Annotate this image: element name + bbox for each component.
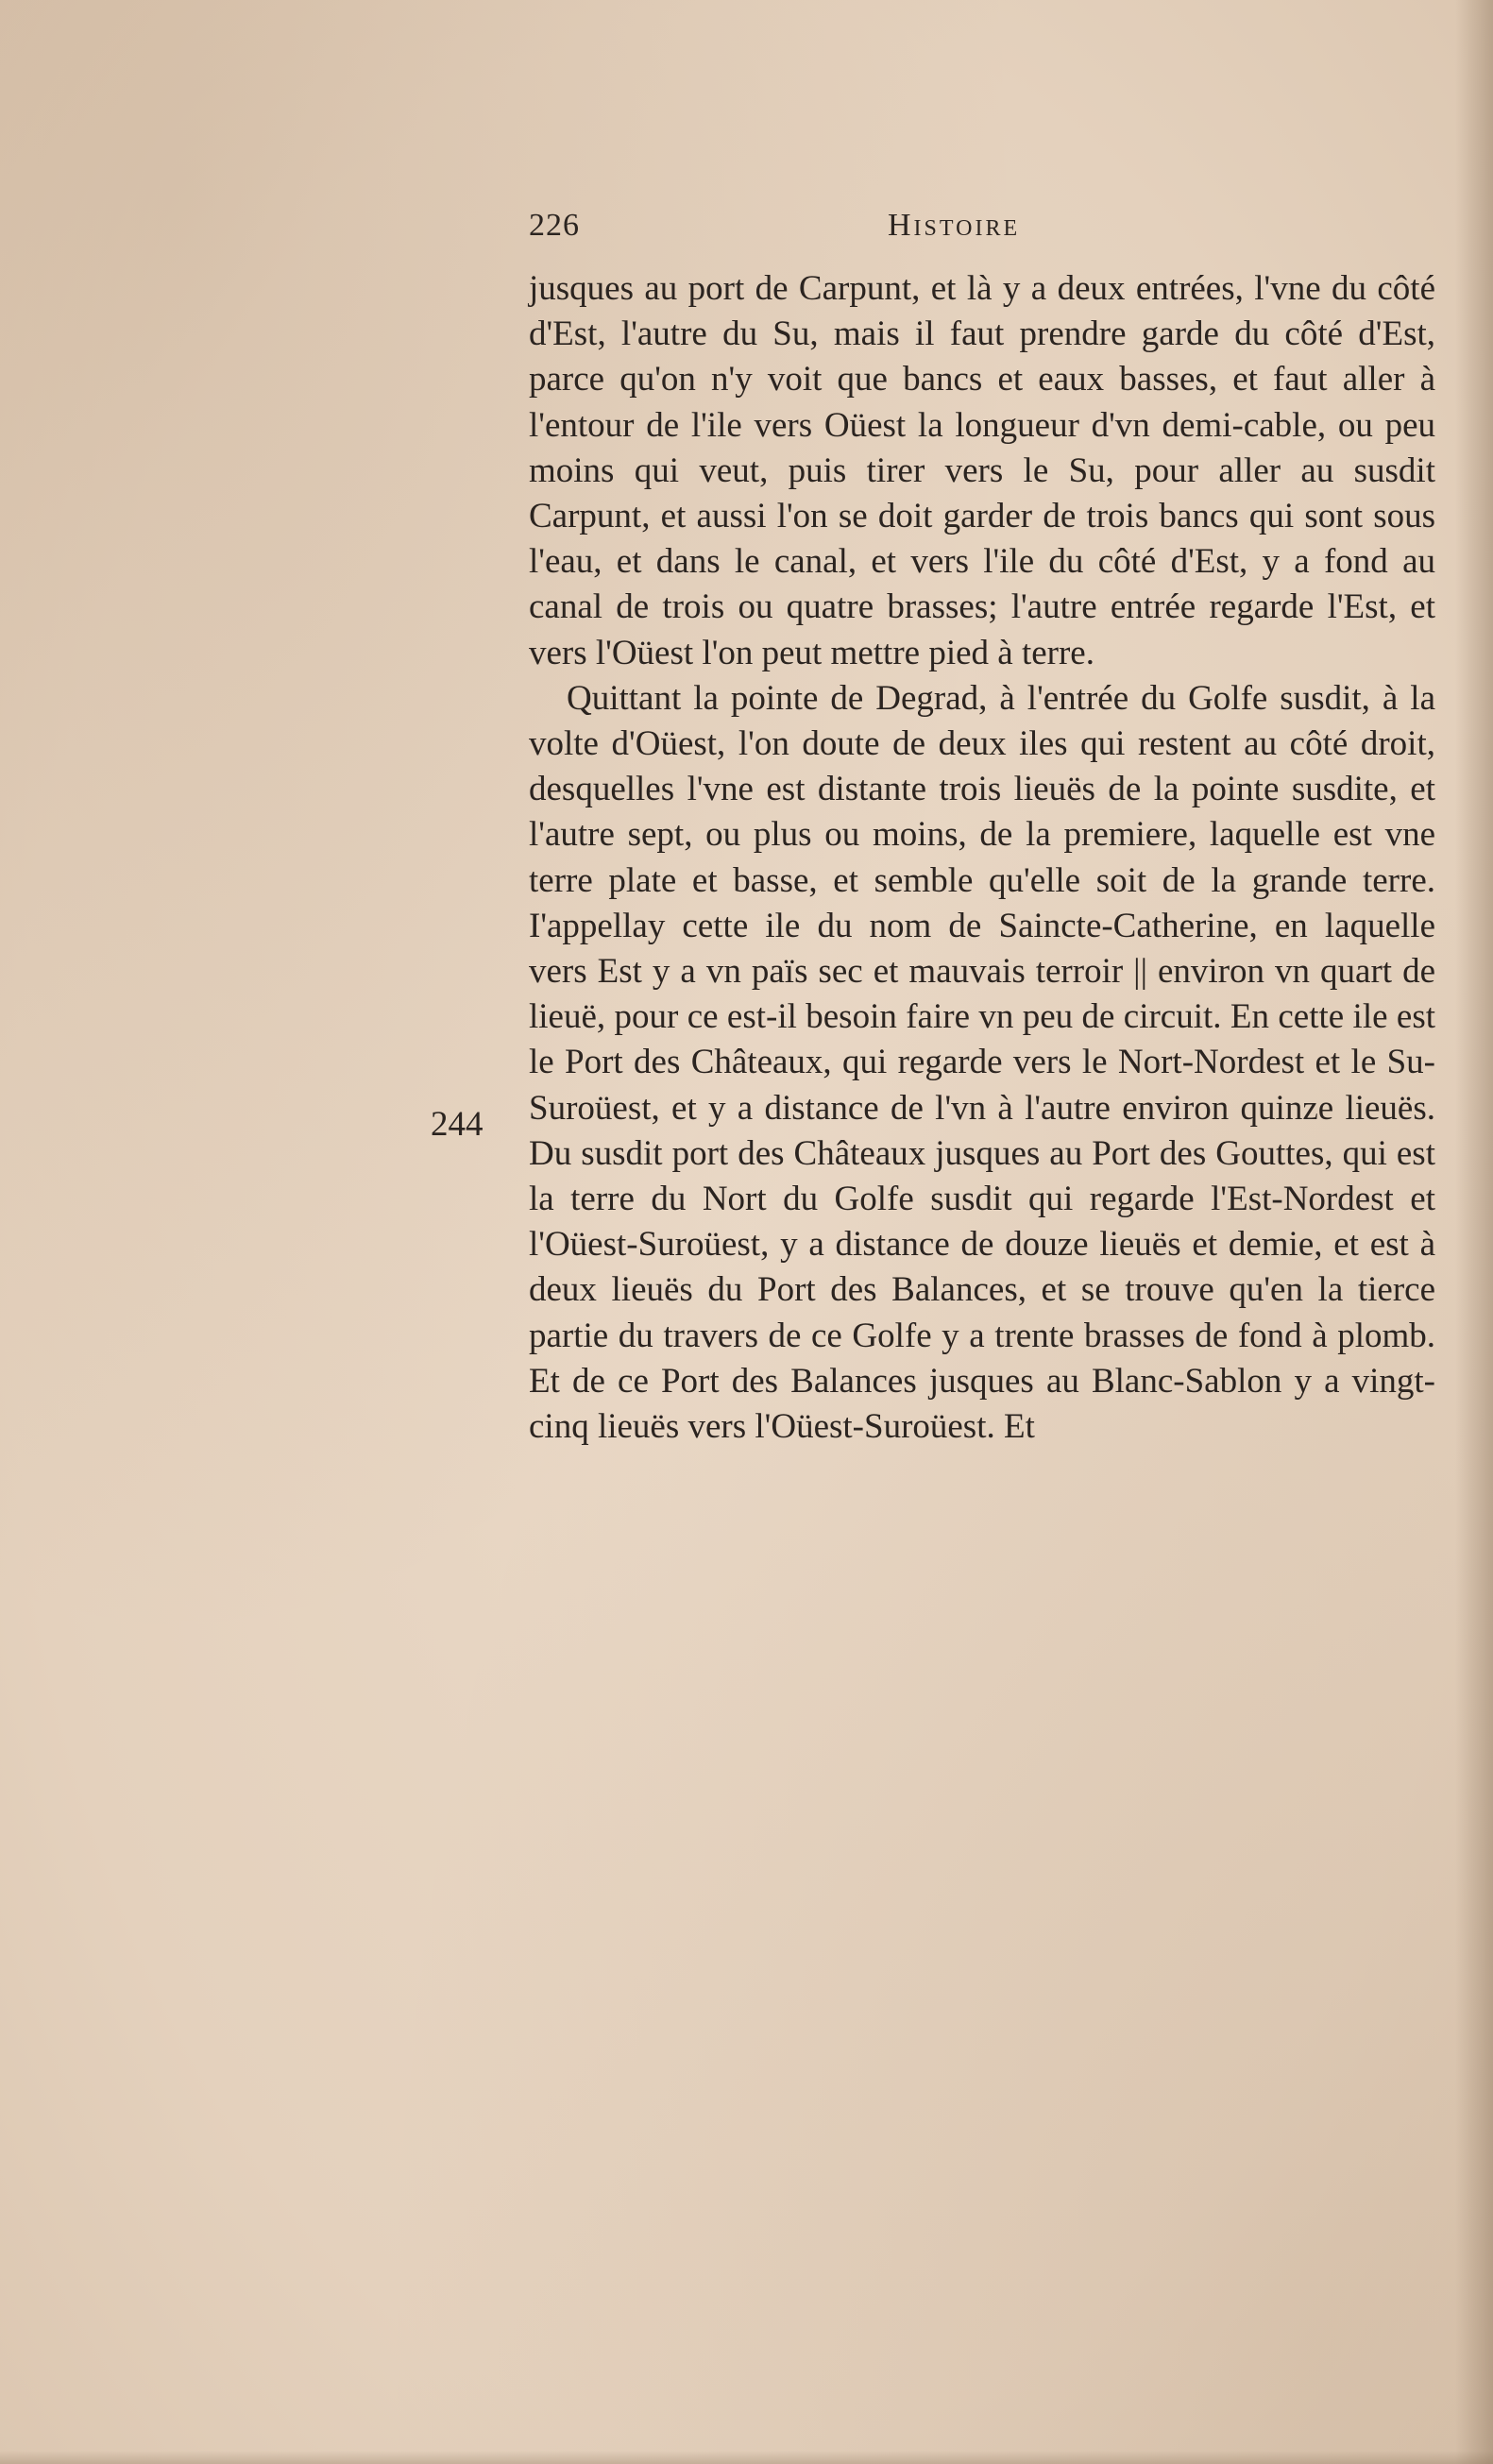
paragraph: jusques au port de Carpunt, et là y a deux entrées, l'vne du côté d'Est, l'autre du Su, mais il faut prendre garde du côté d'Est, parce qu'on n'y voit que bancs et eaux basses, et faut aller à l'entour de l'ile vers Oüest la longueur d'vn demi-cable, ou peu moins qui veut, puis tirer vers le Su, pour aller au susdit Carpunt, et aussi l'on se doit garder de trois bancs qui sont sous l'eau, et dans le canal, et vers l'ile du côté d'Est, y a fond au canal de trois ou quatre brasses; l'autre entrée regarde l'Est, et vers l'Oüest l'on peut mettre pied à terre. [529,269,1435,672]
page-edge-shadow [1455,0,1493,2464]
page-bottom-edge [0,2451,1493,2464]
margin-page-reference: 244 [431,1105,484,1144]
body-text [529,266,1435,1450]
paragraph: Quittant la pointe de Degrad, à l'entrée du Golfe susdit, à la volte d'Oüest, l'on doute de deux iles qui restent au côté droit, desquelles l'vne est distante trois lieuës de la pointe susdite, et l'autre sept, ou plus ou moins, de la premiere, laquelle est vne terre plate et basse, et semble qu'elle soit de la grande terre. I'appellay cette ile du nom de Saincte-Catherine, en laquelle vers Est y a vn païs sec et mauvais terroir || environ vn quart de lieuë, pour ce est-il besoin faire vn peu de circuit. En cette ile est le Port des Châteaux, qui regarde vers le Nort-Nordest et le Su-Suroüest, et y a distance de l'vn à l'autre environ quinze lieuës. Du susdit port des Châteaux jusques au Port des Gouttes, qui est la terre du Nort du Golfe susdit qui regarde l'Est-Nordest et l'Oüest-Suroüest, y a distance de douze lieuës et demie, et est à deux lieuës du Port des Balances, et se trouve qu'en la tierce partie du travers de ce Golfe y a trente brasses de fond à plomb. Et de ce Port des Balances jusques au Blanc-Sablon y a vingt-cinq lieuës vers l'Oüest-Suroüest. Et [529,678,1435,1447]
running-title: Histoire [888,208,1021,243]
running-head [529,204,1086,247]
page-number: 226 [529,208,580,243]
